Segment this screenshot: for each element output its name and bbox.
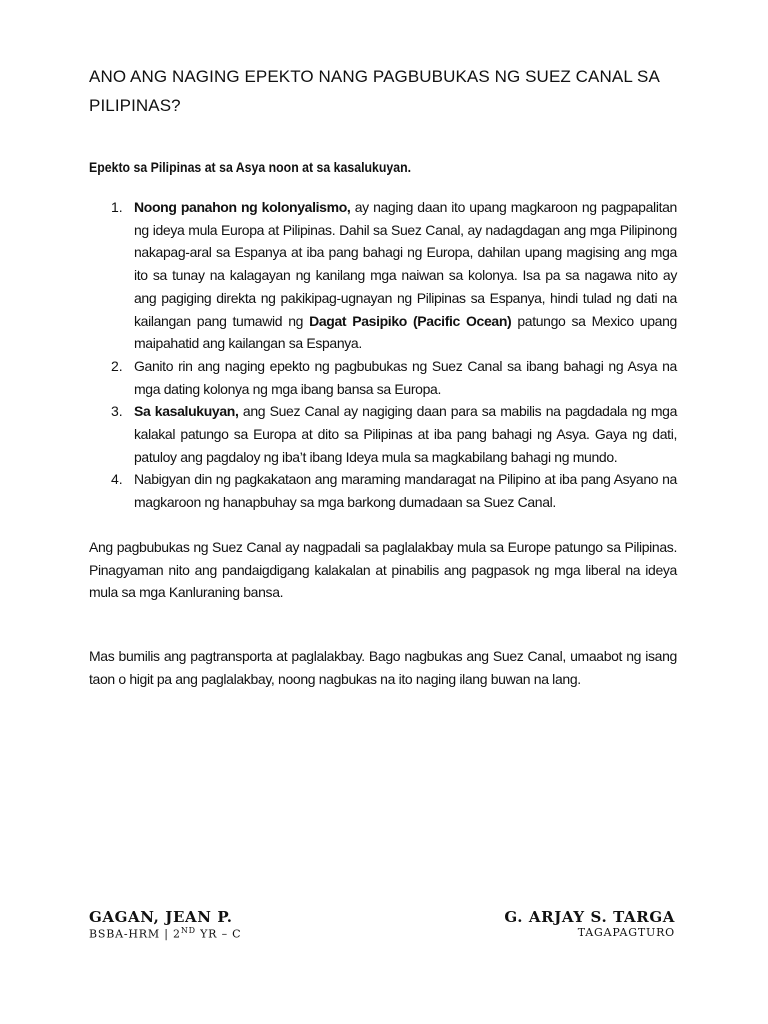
text-segment: patungo sa Mexico upang maipahatid ang kailangan sa Espanya. [134, 312, 677, 352]
bold-lead: Noong panahon ng kolonyalismo, [134, 199, 351, 215]
list-item [89, 355, 677, 400]
list-number: 4. [111, 471, 123, 488]
student-signature-block [89, 908, 241, 941]
text-segment: ang Suez Canal ay nagiging daan para sa mabilis na pagdadala ng mga kalakal patungo sa Europa at dito sa Pilipinas at iba pang bahagi ng Asya. Gaya ng dati, patuloy ang pagdaloy ng iba’t ibang Ideya mula sa magkabilang bahagi ng mundo. [134, 403, 678, 465]
list-number: 3. [111, 403, 123, 420]
list-number: 1. [111, 199, 123, 215]
list-item [89, 468, 677, 513]
course-prefix: BSBA-HRM | 2 [89, 927, 181, 941]
body-paragraph: Mas bumilis ang pagtransporta at paglalakbay. Bago nagbukas ang Suez Canal, umaabot ng isang taon o higit pa ang paglalakbay, noong nagbukas na ito naging ilang buwan na lang. [89, 648, 677, 687]
list-text [134, 400, 677, 468]
effects-list [89, 196, 677, 514]
teacher-signature-block [504, 908, 675, 939]
course-suffix: YR – C [195, 927, 242, 941]
document-subtitle: Epekto sa Pilipinas at sa Asya noon at sa kasalukuyan. [89, 159, 412, 175]
list-item [89, 400, 677, 468]
student-course [89, 926, 241, 941]
course-ordinal: ND [180, 926, 196, 935]
teacher-name: G. ARJAY S. TARGA [504, 908, 675, 926]
bold-term: Dagat Pasipiko (Pacific Ocean) [309, 312, 512, 329]
list-text: Ganito rin ang naging epekto ng pagbubukas ng Suez Canal sa ibang bahagi ng Asya na mga dating kolonya ng mga ibang bansa sa Europa. [134, 357, 677, 397]
document-title: ANO ANG NAGING EPEKTO NANG PAGBUBUKAS NG SUEZ CANAL SA PILIPINAS? [89, 67, 660, 115]
body-paragraph: Ang pagbubukas ng Suez Canal ay nagpadali sa paglalakbay mula sa Europe patungo sa Pilipinas. Pinagyaman nito ang pandaigdigang kalakalan at pinabilis ang pagpasok ng mga liberal na ideya mula sa mga Kanluraning bansa. [89, 539, 677, 600]
list-number: 2. [111, 357, 123, 374]
list-item [89, 196, 677, 355]
student-name: GAGAN, JEAN P. [89, 908, 233, 926]
list-text: Nabigyan din ng pagkakataon ang maraming mandaragat na Pilipino at iba pang Asyano na magkaroon ng hanapbuhay sa mga barkong dumadaan sa Suez Canal. [134, 471, 677, 511]
bold-lead: Sa kasalukuyan, [134, 403, 239, 420]
list-text [134, 196, 677, 355]
teacher-role: TAGAPAGTURO [577, 926, 675, 939]
text-segment: ay naging daan ito upang magkaroon ng pagpapalitan ng ideya mula Europa at Pilipinas. Dahil sa Suez Canal, ay nadagdagan ang mga Pilipinong nakapag-aral sa Espanya at iba pang bahagi ng Europa, dahilan upang magising ang mga ito sa tunay na kalagayan ng kanilang mga naiwan sa kolonya. Isa pa sa nagawa nito ay ang pagiging direkta ng pakikipag-ugnayan ng Pilipinas sa Espanya, hindi tulad ng dati na kailangan pang tumawid ng [134, 199, 677, 329]
